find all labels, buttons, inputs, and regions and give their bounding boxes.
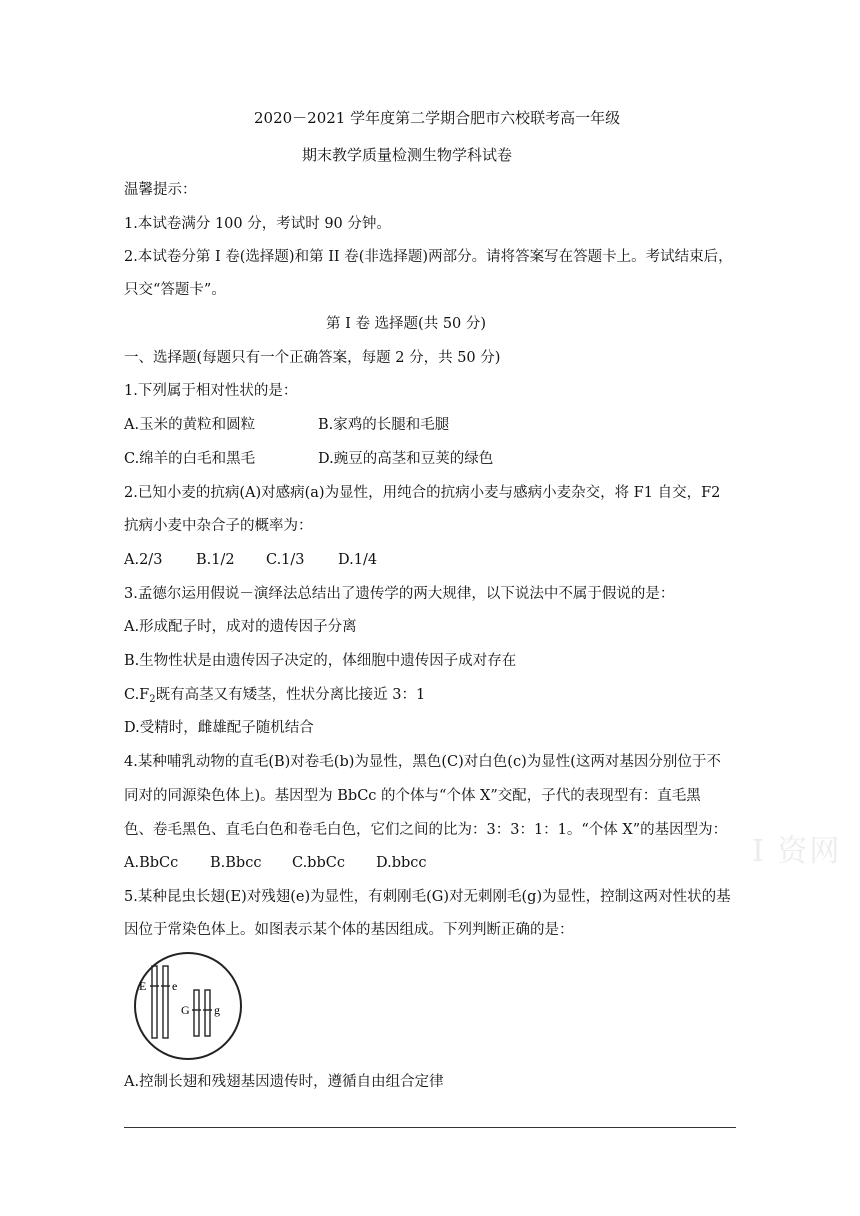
q1-option-d: D.豌豆的高茎和豆荚的绿色 [318, 451, 494, 467]
q4-stem-line-1: 4.某种哺乳动物的直毛(B)对卷毛(b)为显性，黑色(C)对白色(c)为显性(这两对基因分别位于不 [124, 754, 721, 770]
watermark: I 资网 [752, 834, 842, 869]
q2-stem-line-1: 2.已知小麦的抗病(A)对感病(a)为显性，用纯合的抗病小麦与感病小麦杂交，将 F1 自交，F2 [124, 485, 721, 501]
label-e: e [172, 979, 178, 993]
q4-option-b: B.Bbcc [210, 855, 262, 871]
q2-option-a: A.2/3 [124, 552, 163, 568]
q5-stem-line-1: 5.某种昆虫长翅(E)对残翅(e)为显性，有刺刚毛(G)对无刺刚毛(g)为显性，控制这两对性状的基 [124, 889, 731, 905]
chromosome-1b [163, 966, 168, 1038]
q1-option-c: C.绵羊的白毛和黑毛 [124, 451, 256, 467]
title-line-2: 期末教学质量检测生物学科试卷 [302, 146, 513, 164]
q5-option-a: A.控制长翅和残翅基因遗传时，遵循自由组合定律 [124, 1074, 444, 1090]
q4-option-a: A.BbCc [124, 855, 179, 871]
chromosome-2a [194, 990, 199, 1036]
tip-1: 1.本试卷满分 100 分，考试时 90 分钟。 [124, 216, 391, 232]
tip-2-line-1: 2.本试卷分第 I 卷(选择题)和第 II 卷(非选择题)两部分。请将答案写在答题卡上。考试结束后， [124, 249, 733, 265]
q1-option-b: B.家鸡的长腿和毛腿 [318, 417, 450, 433]
q2-option-c: C.1/3 [266, 552, 305, 568]
q3-option-a: A.形成配子时，成对的遗传因子分离 [124, 619, 357, 635]
tips-heading: 温馨提示： [124, 182, 197, 198]
tip-2-line-2: 只交“答题卡”。 [124, 282, 226, 298]
q3-option-d: D.受精时，雌雄配子随机结合 [124, 720, 314, 736]
q3-option-b: B.生物性状是由遗传因子决定的，体细胞中遗传因子成对存在 [124, 653, 517, 669]
q2-option-b: B.1/2 [196, 552, 235, 568]
q3-stem: 3.孟德尔运用假说－演绎法总结出了遗传学的两大规律，以下说法中不属于假说的是： [124, 586, 675, 602]
label-G: G [181, 1003, 190, 1017]
q1-option-a: A.玉米的黄粒和圆粒 [124, 417, 256, 433]
section-title: 第 I 卷 选择题(共 50 分) [326, 316, 487, 332]
q5-stem-line-2: 因位于常染色体上。如图表示某个体的基因组成。下列判断正确的是： [124, 922, 574, 938]
q4-option-c: C.bbCc [292, 855, 345, 871]
q4-stem-line-2: 同对的同源染色体上)。基因型为 BbCc 的个体与“个体 X”交配，子代的表现型有：直毛黑 [124, 788, 701, 804]
q2-stem-line-2: 抗病小麦中杂合子的概率为： [124, 518, 313, 534]
chromosome-diagram [120, 950, 260, 1062]
title-line-1: 2020－2021 学年度第二学期合肥市六校联考高一年级 [254, 109, 621, 127]
q2-option-d: D.1/4 [338, 552, 378, 568]
q1-stem: 1.下列属于相对性状的是： [124, 383, 298, 399]
part-heading: 一、选择题(每题只有一个正确答案，每题 2 分，共 50 分) [124, 350, 501, 366]
chromosome-1a [152, 966, 157, 1038]
chromosome-2b [205, 990, 210, 1036]
label-g: g [214, 1003, 220, 1017]
label-E: E [139, 979, 147, 993]
q3-option-c: $C.F_2$既有高茎又有矮茎，性状分离比接近 3：1 [124, 687, 426, 705]
q4-option-d: D.bbcc [376, 855, 427, 871]
footer-divider [124, 1127, 736, 1128]
q4-stem-line-3: 色、卷毛黑色、直毛白色和卷毛白色，它们之间的比为：3：3：1：1。“个体 X”的基因型为： [124, 822, 728, 838]
